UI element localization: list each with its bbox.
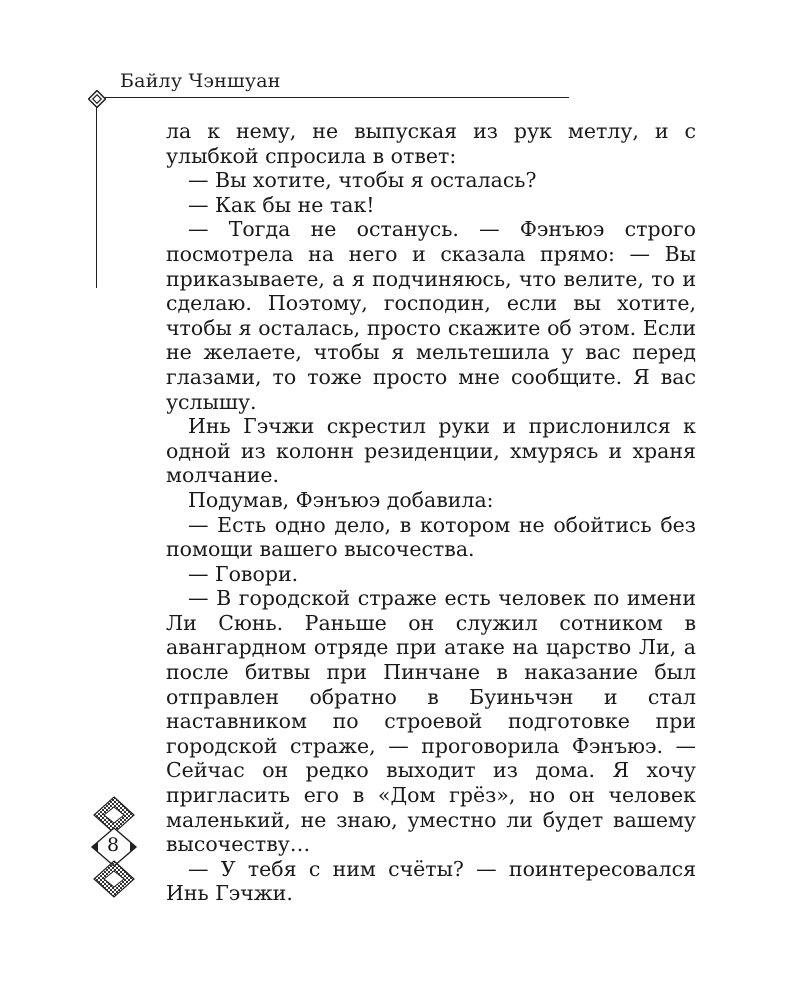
paragraph: — В городской страже есть человек по имени Ли Сюнь. Раньше он служил сотником в авангардном отряде при атаке на царство Ли, а после битвы при Пинчане в наказание был отправлен обратно в Буиньчэн и стал наставником по строевой подготовке при городской страже, — проговорила Фэнъюэ. — Сейчас он редко выходит из дома. Я хочу пригласить его в «Дом грёз», но он человек маленький, не знаю, уместно ли будет вашему высочеству…	[166, 586, 696, 857]
paragraph: — Тогда не останусь. — Фэнъюэ строго посмотрела на него и сказала прямо: — Вы приказываете, а я подчиняюсь, что велите, то и сделаю. Поэтому, господин, если вы хотите, чтобы я осталась, просто скажите об этом. Если не желаете, чтобы я мельтешила у вас перед глазами, то тоже просто мне сообщите. Я вас услышу.	[166, 217, 696, 414]
paragraph: ла к нему, не выпуская из рук метлу, и с улыбкой спросила в ответ:	[166, 119, 696, 168]
paragraph: Подумав, Фэнъюэ добавила:	[188, 487, 494, 512]
running-title: Байлу Чэншуан	[120, 70, 281, 92]
page-number: 8	[106, 834, 120, 856]
paragraph: — Вы хотите, чтобы я осталась?	[188, 168, 537, 193]
body-text	[166, 119, 696, 906]
paragraph: — У тебя с ним счёты? — поинтересовался Инь Гэчжи.	[166, 856, 696, 906]
header-rule	[99, 97, 569, 98]
header-diamond-icon	[88, 90, 106, 108]
side-rule	[96, 100, 97, 288]
paragraph: — Есть одно дело, в котором не обойтись без помощи вашего высочества.	[166, 512, 696, 562]
paragraph: Инь Гэчжи скрестил руки и прислонился к одной из колонн резиденции, хмурясь и храня молчание.	[166, 414, 696, 488]
paragraph: — Говори.	[188, 561, 299, 586]
paragraph: — Как бы не так!	[188, 192, 375, 217]
